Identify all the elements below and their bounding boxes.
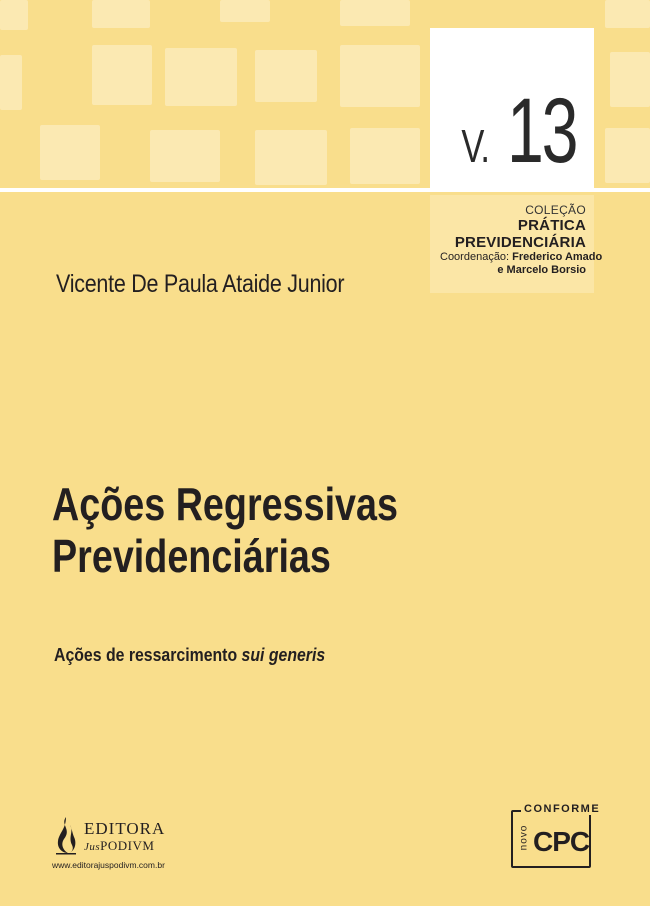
pattern-block	[92, 45, 152, 105]
subtitle-main: Ações de ressarcimento	[54, 645, 238, 665]
publisher-name2-prefix: Jus	[84, 841, 101, 853]
pattern-block	[255, 130, 327, 185]
book-title	[52, 478, 398, 582]
pattern-block	[220, 0, 270, 22]
title-line1: Ações Regressivas	[52, 478, 398, 530]
coordination-line2	[440, 264, 586, 277]
publisher-name2-main: PODIVM	[100, 838, 155, 853]
collection-name-line1: PRÁTICA	[517, 217, 586, 234]
pattern-block	[340, 45, 420, 107]
flame-icon	[52, 815, 80, 855]
cpc-badge	[511, 803, 601, 868]
pattern-block	[0, 55, 22, 110]
badge-top-text: CONFORME	[521, 803, 603, 815]
volume-prefix: V.	[461, 120, 490, 172]
title-line2: Previdenciárias	[52, 530, 331, 582]
pattern-block	[92, 0, 150, 28]
subtitle-italic: sui generis	[241, 645, 326, 665]
pattern-block	[605, 128, 650, 183]
pattern-block	[255, 50, 317, 102]
publisher-name2	[84, 838, 154, 854]
pattern-block	[165, 48, 237, 106]
pattern-block	[605, 0, 650, 28]
collection-name-line2: PREVIDENCIÁRIA	[454, 234, 586, 251]
collection-box	[430, 195, 603, 293]
volume-box	[430, 28, 594, 189]
publisher-logo	[52, 815, 222, 875]
pattern-block	[610, 52, 650, 107]
publisher-url: www.editorajuspodivm.com.br	[52, 860, 165, 870]
volume-label	[452, 80, 576, 182]
pattern-block	[0, 0, 28, 30]
publisher-name1: EDITORA	[84, 819, 166, 838]
coordinator-name1: Frederico Amado	[512, 251, 603, 263]
pattern-block	[350, 128, 420, 184]
collection-label: COLEÇÃO	[525, 203, 586, 217]
coordination-line1	[440, 251, 603, 264]
volume-number: 13	[506, 80, 576, 182]
author-name: Vicente De Paula Ataide Junior	[56, 270, 345, 298]
book-subtitle	[54, 645, 325, 666]
pattern-block	[40, 125, 100, 180]
pattern-block	[340, 0, 410, 26]
coordination-label: Coordenação:	[440, 251, 510, 263]
coordinator-name2: e Marcelo Borsio	[497, 264, 586, 276]
pattern-block	[150, 130, 220, 182]
badge-side-text: novo	[518, 824, 530, 851]
badge-main-text: CPC	[533, 826, 590, 857]
